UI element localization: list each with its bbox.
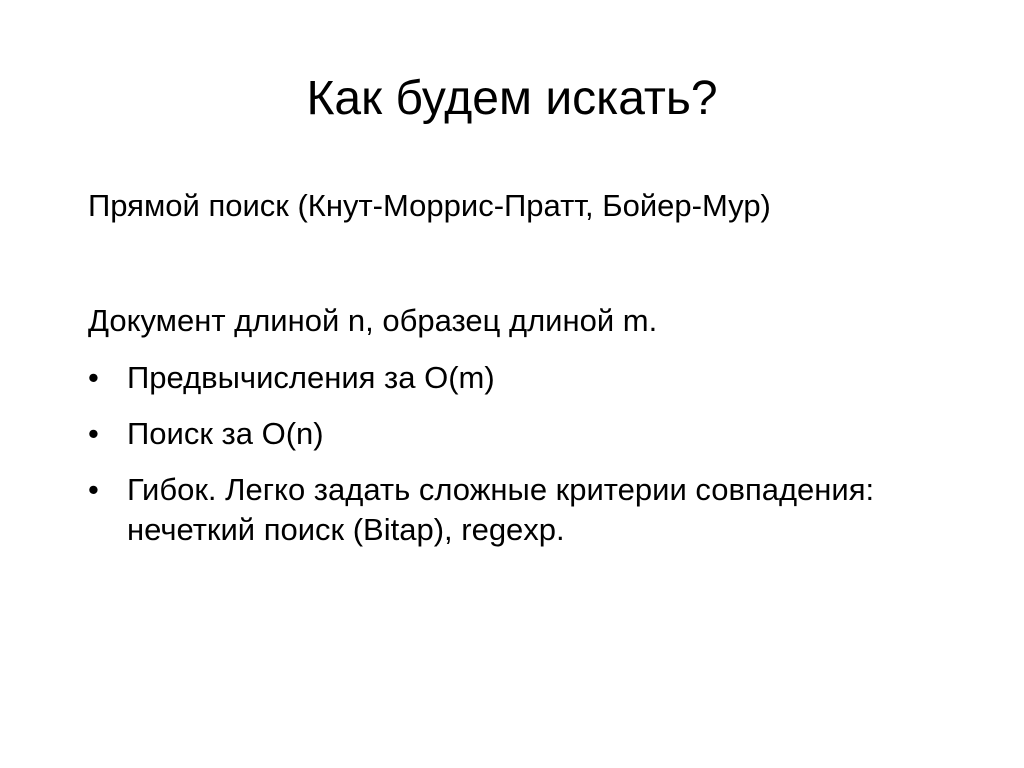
bullet-list <box>88 358 968 566</box>
bullet-item-precompute <box>88 358 968 398</box>
bullet-text: Поиск за O(n) <box>127 416 324 451</box>
bullet-item-flexible <box>88 470 968 550</box>
bullet-icon: • <box>88 416 99 451</box>
bullet-item-search <box>88 414 968 454</box>
document-length-paragraph: Документ длиной n, образец длиной m. <box>88 303 658 338</box>
direct-search-paragraph: Прямой поиск (Кнут-Моррис-Пратт, Бойер-Мур) <box>88 188 771 223</box>
bullet-icon: • <box>88 360 99 395</box>
bullet-text: Гибок. Легко задать сложные критерии совпадения: нечеткий поиск (Bitap), regexp. <box>127 472 875 547</box>
bullet-icon: • <box>88 472 99 507</box>
slide-title: Как будем искать? <box>306 72 718 125</box>
bullet-text: Предвычисления за O(m) <box>127 360 495 395</box>
